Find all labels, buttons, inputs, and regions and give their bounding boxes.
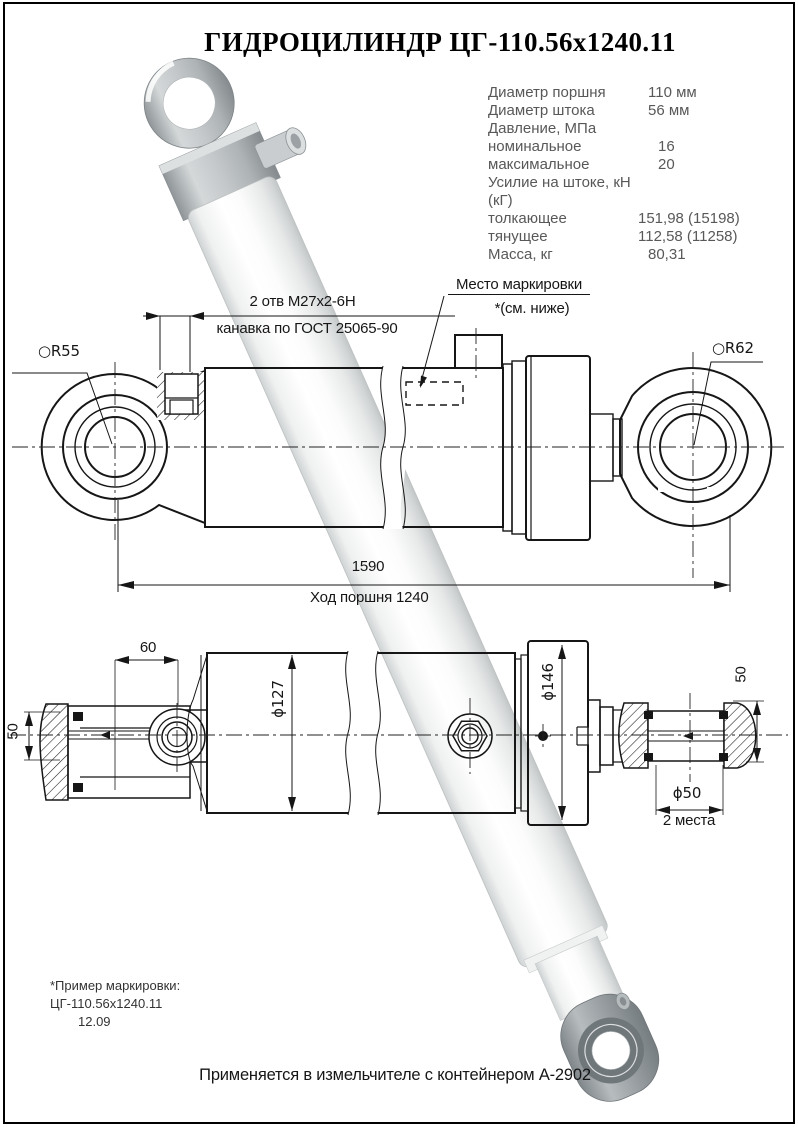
spec-row: [488, 102, 788, 120]
spec-value: 110 мм: [648, 84, 697, 101]
spec-row: [488, 138, 788, 156]
spec-value: 151,98 (15198): [638, 210, 740, 227]
spec-label: максимальное: [488, 156, 590, 173]
dim-eye-width-left: 50: [4, 723, 22, 740]
application-note: Применяется в измельчителе с контейнером А-2902: [199, 1066, 591, 1084]
spec-row: [488, 228, 788, 246]
dim-body-diameter: ϕ127: [269, 680, 287, 718]
spec-row: [488, 246, 788, 264]
spec-row: [488, 156, 788, 174]
lower-rod-eye-left: [619, 703, 648, 768]
page-title: ГИДРОЦИЛИНДР ЦГ-110.56х1240.11: [204, 27, 676, 57]
marking-example-line3: 12.09: [78, 1014, 111, 1029]
groove-note-label: канавка по ГОСТ 25065-90: [216, 320, 398, 337]
dim-bore-places: 2 места: [662, 812, 716, 829]
dim-bore-diameter: ϕ50: [672, 784, 702, 802]
spec-label: толкающее: [488, 210, 567, 227]
spec-row: [488, 174, 788, 210]
spec-label: номинальное: [488, 138, 582, 155]
spec-row: [488, 120, 788, 138]
spec-value: 16: [658, 138, 675, 155]
spec-label: Давление, МПа: [488, 120, 597, 137]
spec-label: Диаметр штока: [488, 102, 595, 119]
lower-left-eye-ring: [40, 704, 68, 800]
dim-overall-length: 1590: [351, 558, 385, 575]
marking-ref-label: *(см. ниже): [494, 300, 570, 317]
marking-example-line1: *Пример маркировки:: [50, 978, 181, 993]
spec-row: [488, 84, 788, 102]
spec-value: 20: [658, 156, 675, 173]
spec-value: 56 мм: [648, 102, 690, 119]
spec-label: тянущее: [488, 228, 548, 245]
dim-piston-stroke: Ход поршня 1240: [310, 589, 429, 606]
radius-right-label: ○R62: [712, 339, 754, 357]
dim-eye-width-right: 50: [732, 666, 750, 683]
specs-table: [488, 84, 788, 264]
spec-row: [488, 210, 788, 228]
radius-left-label: ○R55: [38, 342, 80, 360]
dim-eye-offset: 60: [139, 639, 157, 656]
dim-gland-diameter: ϕ146: [539, 663, 557, 701]
spec-label: Масса, кг: [488, 246, 553, 263]
holes-note-label: 2 отв М27х2-6Н: [249, 293, 356, 310]
spec-value: 80,31: [648, 246, 686, 263]
marking-example-note: [50, 977, 180, 1031]
marking-example-line2: ЦГ-110.56х1240.11: [50, 996, 163, 1011]
marking-place-label: Место маркировки: [448, 276, 590, 295]
spec-label: Усилие на штоке, кН (кГ): [488, 174, 631, 209]
spec-value: 112,58 (11258): [638, 228, 738, 245]
spec-label: Диаметр поршня: [488, 84, 606, 101]
